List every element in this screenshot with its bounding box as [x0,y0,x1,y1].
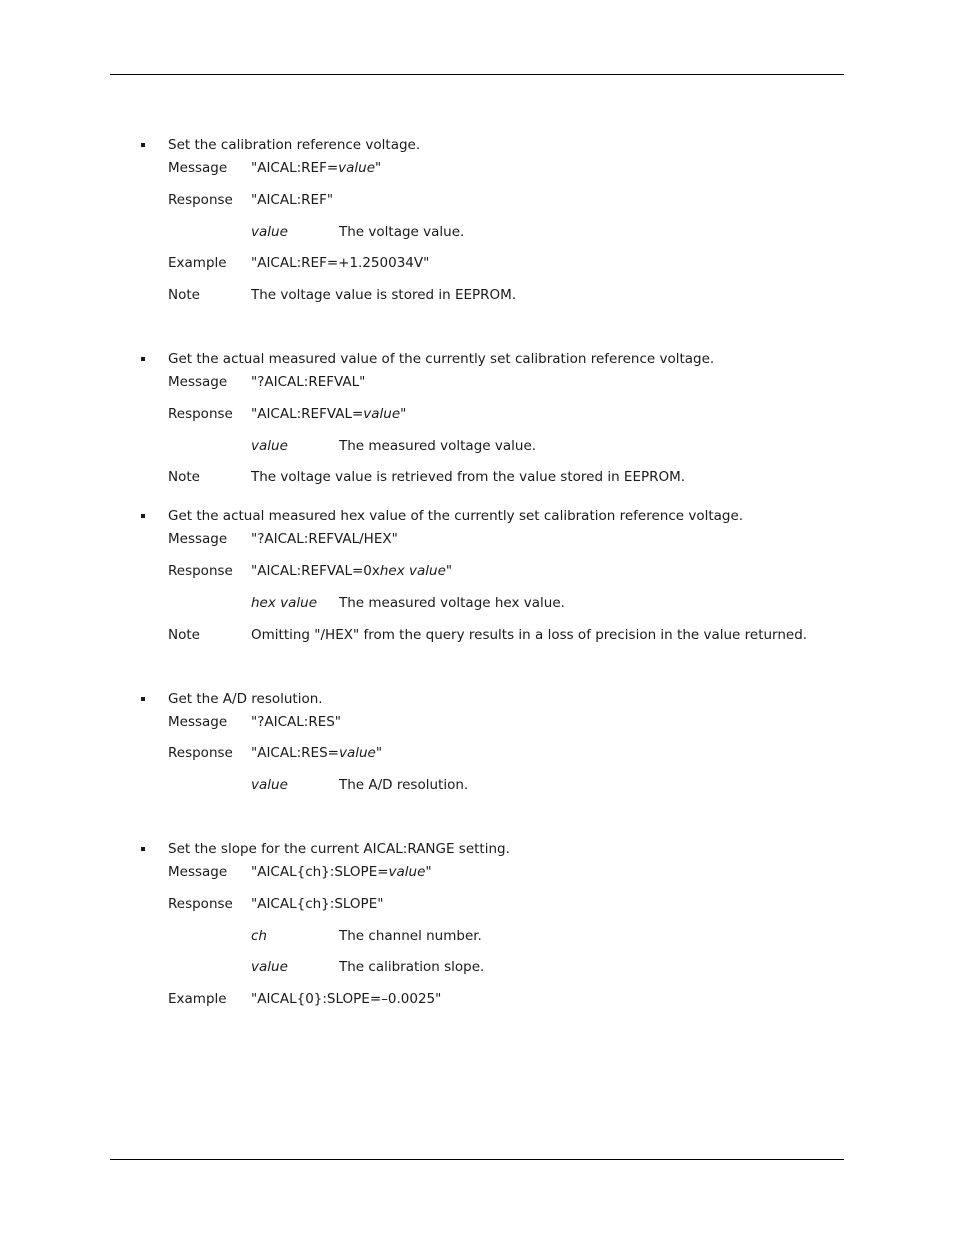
example-value: "AICAL{0}:SLOPE=–0.0025" [251,991,442,1007]
example-label: Example [168,991,227,1007]
param-desc: The measured voltage hex value. [339,595,565,611]
note-label: Note [168,469,200,485]
bullet-icon [141,357,145,361]
message-value: "?AICAL:RES" [251,714,342,730]
message-value: "AICAL{ch}:SLOPE=value" [251,864,432,880]
message-value: "?AICAL:REFVAL/HEX" [251,531,398,547]
response-value: "AICAL:RES=value" [251,745,383,761]
message-label: Message [168,531,228,547]
example-value: "AICAL:REF=+1.250034V" [251,255,430,271]
bullet-icon [141,514,145,518]
response-label: Response [168,192,233,208]
note-label: Note [168,627,200,643]
note-value: The voltage value is retrieved from the value stored in EEPROM. [251,469,686,485]
response-label: Response [168,406,233,422]
response-label: Response [168,563,233,579]
bullet-icon [141,697,145,701]
message-label: Message [168,160,228,176]
example-label: Example [168,255,227,271]
param-desc: The measured voltage value. [339,438,537,454]
param-name: value [251,224,288,240]
message-label: Message [168,714,228,730]
message-label: Message [168,864,228,880]
message-label: Message [168,374,228,390]
response-value: "AICAL:REFVAL=0xhex value" [251,563,453,579]
response-value: "AICAL:REF" [251,192,334,208]
message-value: "AICAL:REF=value" [251,160,382,176]
section-title: Set the calibration reference voltage. [168,137,421,153]
section-title: Get the A/D resolution. [168,691,323,707]
param-desc: The voltage value. [339,224,465,240]
param-desc: The calibration slope. [339,959,485,975]
note-value: The voltage value is stored in EEPROM. [251,287,517,303]
param-name: value [251,959,288,975]
param-name: value [251,777,288,793]
message-value: "?AICAL:REFVAL" [251,374,366,390]
response-label: Response [168,745,233,761]
note-value: Omitting "/HEX" from the query results in a loss of precision in the value returned. [251,627,808,643]
note-label: Note [168,287,200,303]
section-title: Set the slope for the current AICAL:RANGE setting. [168,841,510,857]
response-value: "AICAL:REFVAL=value" [251,406,407,422]
bullet-icon [141,847,145,851]
param-name: hex value [251,595,318,611]
header-rule [110,74,844,75]
bullet-icon [141,143,145,147]
section-title: Get the actual measured hex value of the currently set calibration reference voltage. [168,508,744,524]
section-title: Get the actual measured value of the currently set calibration reference voltage. [168,351,715,367]
param-name: value [251,438,288,454]
param-desc: The channel number. [339,928,482,944]
param-desc: The A/D resolution. [339,777,469,793]
footer-rule [110,1159,844,1160]
response-value: "AICAL{ch}:SLOPE" [251,896,384,912]
param-name: ch [251,928,267,944]
response-label: Response [168,896,233,912]
